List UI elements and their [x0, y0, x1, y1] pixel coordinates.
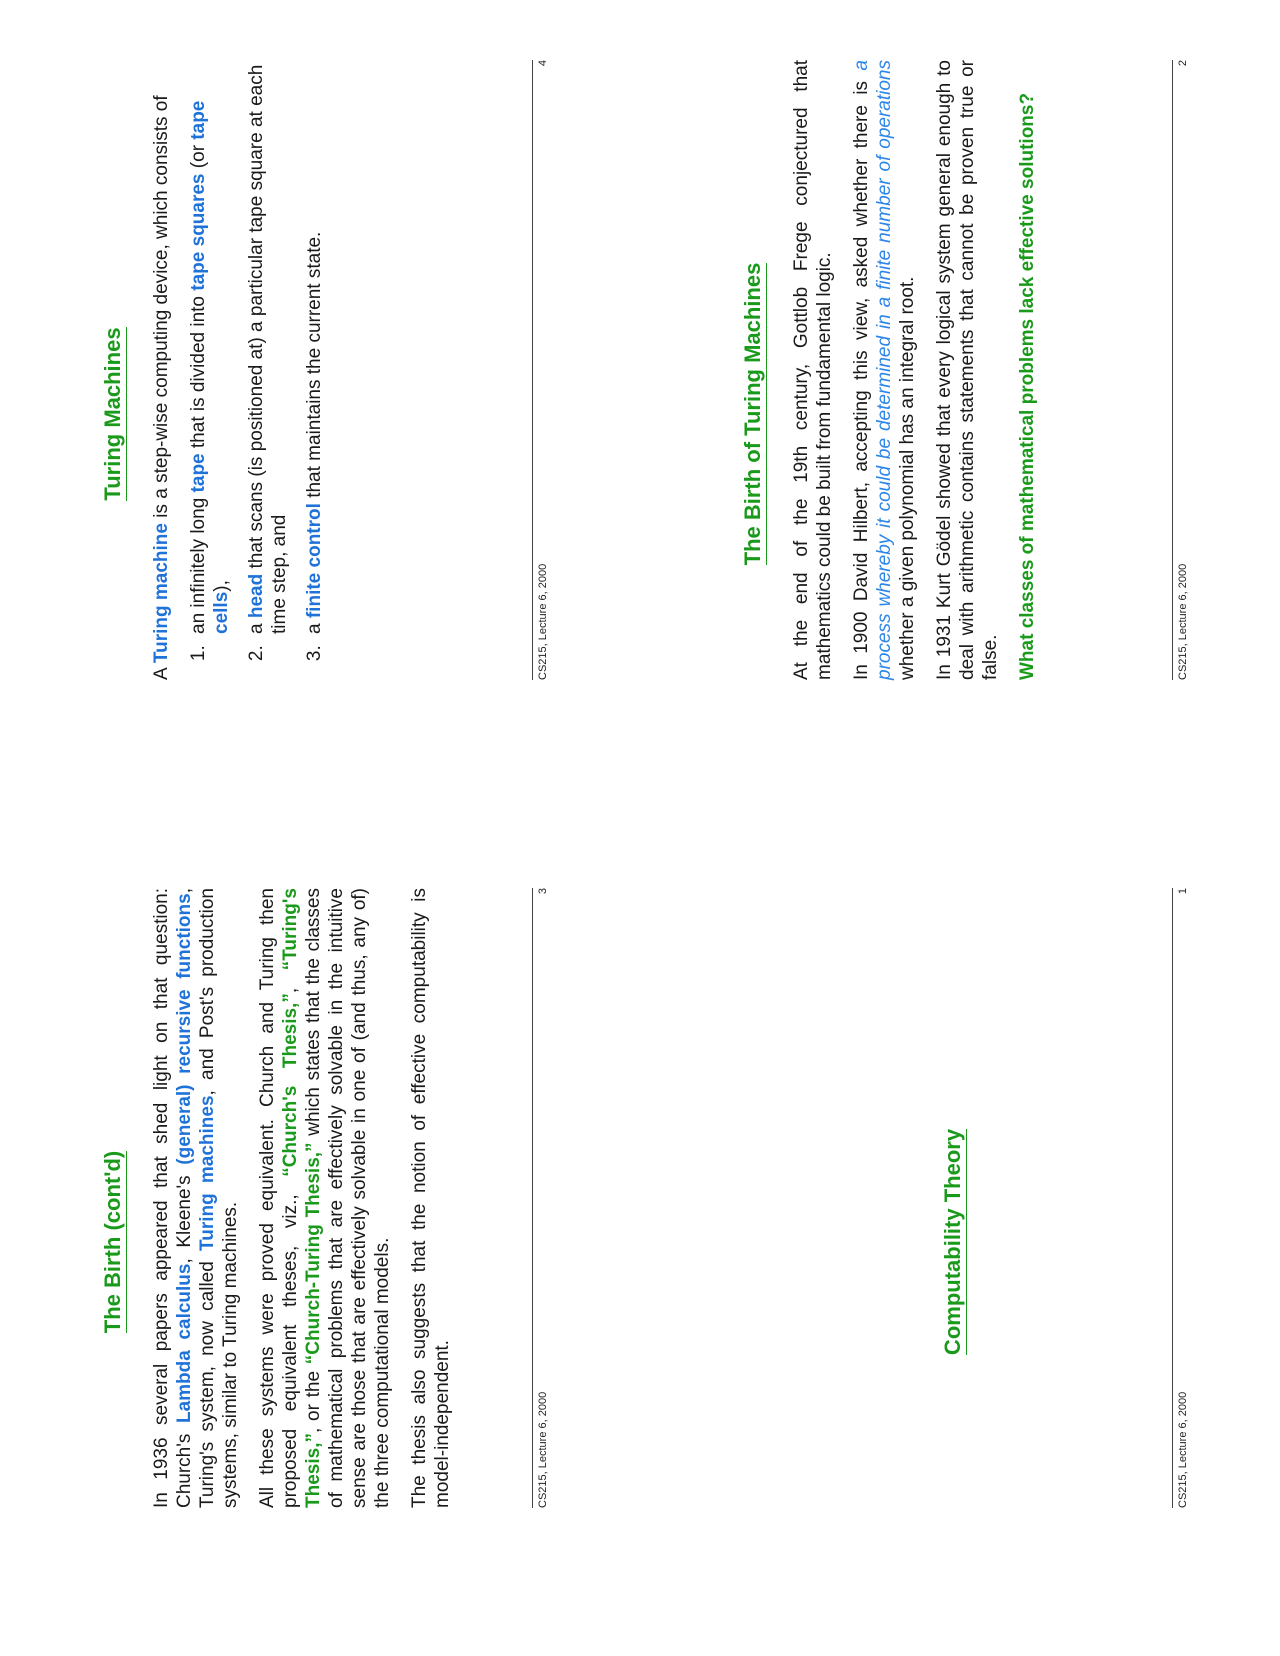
- term: (general) recursive functions: [174, 893, 195, 1165]
- paragraph: In 1931 Kurt Gödel showed that every logical system general enough to deal with arithmetic contains statements that cannot be proven true or false.: [934, 60, 1001, 680]
- list-item: 2. a head that scans (is positioned at) a particular tape square at each time step, and: [245, 60, 291, 640]
- slide-title: The Birth (cont'd): [100, 1150, 125, 1334]
- slide-2: [640, 0, 1280, 828]
- footer-course: CS215, Lecture 6, 2000: [537, 1391, 549, 1508]
- slide-body: [150, 888, 468, 1508]
- slide-footer: [1172, 60, 1189, 680]
- slide-3: [0, 828, 640, 1656]
- term: Lambda calculus: [174, 1263, 195, 1424]
- term: tape squares: [188, 173, 209, 291]
- term: finite control: [304, 503, 325, 619]
- slide-body: [790, 60, 1053, 680]
- term: “Church's Thesis,”: [280, 993, 301, 1177]
- slide-footer: [532, 888, 549, 1508]
- term: tape: [188, 453, 209, 493]
- paragraph: The thesis also suggests that the notion of effective computability is model-independent.: [409, 888, 453, 1508]
- term: “Turing's Thesis,”: [280, 888, 324, 1508]
- paragraph: A Turing machine is a step-wise computing device, which consists of: [151, 95, 172, 680]
- page-number: 2: [1177, 60, 1189, 67]
- key-question: What classes of mathematical problems lack effective solutions?: [1017, 92, 1038, 680]
- page-number: 3: [537, 888, 549, 895]
- footer-course: CS215, Lecture 6, 2000: [1177, 563, 1189, 680]
- paragraph: In 1936 several papers appeared that shed light on that question: Church's Lambda calculus, Kleene's (general) recursive functions, Turing's system, now called Turing machines, and Post's production systems, similar to Turing machines.: [151, 887, 241, 1508]
- footer-course: CS215, Lecture 6, 2000: [537, 563, 549, 680]
- term: head: [246, 573, 267, 619]
- term: Turing machines: [197, 1095, 218, 1251]
- list-item: 1. an infinitely long tape that is divided into tape squares (or tape cells),: [187, 60, 233, 640]
- slide-title: The Birth of Turing Machines: [740, 262, 765, 566]
- slide-body: [150, 60, 338, 680]
- paragraph: In 1900 David Hilbert, accepting this view, asked whether there is a process whereby it could be determined in a finite number of operations whether a given polynomial has an integral root.: [851, 60, 918, 680]
- page-number: 1: [1177, 888, 1189, 895]
- footer-course: CS215, Lecture 6, 2000: [1177, 1391, 1189, 1508]
- page-number: 4: [537, 60, 549, 67]
- component-list: [187, 60, 326, 680]
- slide-footer: [532, 60, 549, 680]
- term: tape cells: [188, 100, 232, 634]
- term: “Church-Turing Thesis,”: [303, 1142, 324, 1365]
- slide-footer: [1172, 888, 1189, 1508]
- slide-title: Turing Machines: [100, 327, 125, 501]
- slide-title: Computability Theory: [940, 1128, 965, 1356]
- paragraph: All these systems were proved equivalent. Church and Turing then proposed equivalent theses, viz., “Church's Thesis,”, “Turing's Thesis,”, or the “Church-Turing Thesis,” which states that the classes of mathematical problems that are effectively solvable in the intuitive sense are those that are effectively solvable in one of (and thus, any of) the three computational models.: [257, 887, 393, 1508]
- list-item: 3. a finite control that maintains the current state.: [303, 60, 326, 640]
- slide-4: [0, 0, 640, 828]
- term: Turing machine: [151, 523, 172, 664]
- paragraph: At the end of the 19th century, Gottlob Frege conjectured that mathematics could be built from fundamental logic.: [791, 60, 835, 680]
- slide-1: [640, 828, 1280, 1656]
- highlighted-phrase: a process whereby it could be determined in a finite number of operations: [851, 60, 895, 680]
